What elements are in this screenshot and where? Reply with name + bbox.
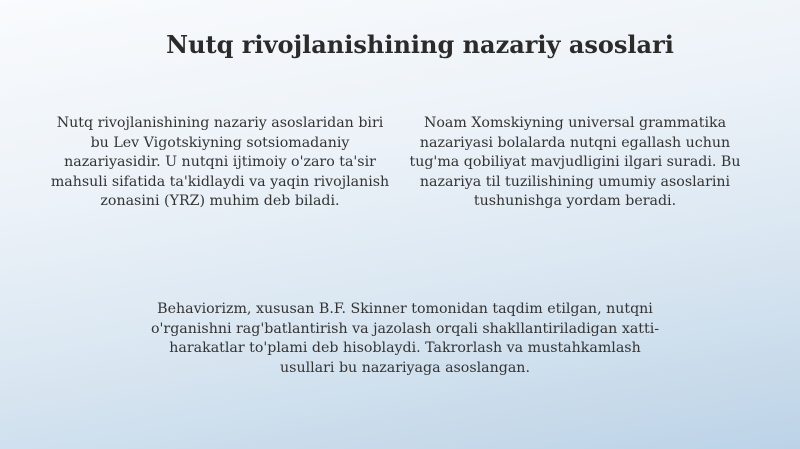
text-block-chomsky: Noam Xomskiyning universal grammatika nazariyasi bolalarda nutqni egallash uchun tug'ma qobiliyat mavjudligini ilgari suradi. Bu nazariya til tuzilishining umumiy asoslarini tushunishga yordam beradi. bbox=[409, 115, 741, 209]
text-block-behaviorism: Behaviorizm, xususan B.F. Skinner tomonidan taqdim etilgan, nutqni o'rganishni rag'batlantirish va jazolash orqali shakllantiriladigan xatti-harakatlar to'plami deb hisoblaydi. Takrorlash va mustahkamlash usullari bu nazariyaga asoslangan. bbox=[150, 301, 660, 376]
slide-title: Nutq rivojlanishining nazariy asoslari bbox=[166, 30, 674, 59]
text-block-vygotsky: Nutq rivojlanishining nazariy asoslaridan biri bu Lev Vigotskiyning sotsiomadaniy nazariyasidir. U nutqni ijtimoiy o'zaro ta'sir mahsuli sifatida ta'kidlaydi va yaqin rivojlanish zonasini (YRZ) muhim deb biladi. bbox=[50, 115, 390, 209]
